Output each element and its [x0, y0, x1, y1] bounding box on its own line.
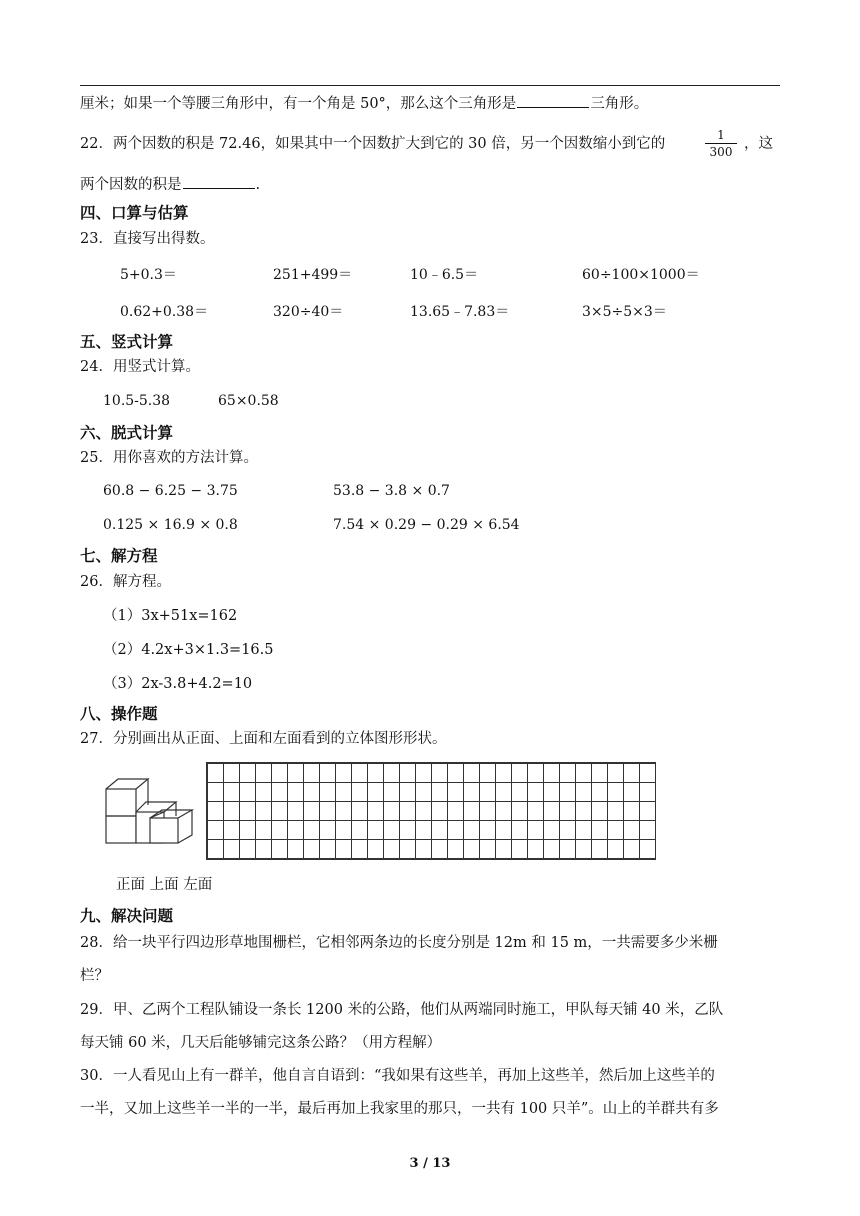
q23-item: 13.65﹣7.83＝	[410, 304, 510, 320]
q29-line1: 29．甲、乙两个工程队铺设一条长 1200 米的公路，他们从两端同时施工，甲队每天铺 40 米，乙队	[80, 1002, 724, 1018]
q23-item: 251+499＝	[273, 267, 353, 283]
q22-text-b: ，这	[744, 136, 773, 152]
q21-text-b: 三角形。	[590, 96, 649, 112]
q23-item: 3×5÷5×3＝	[582, 304, 667, 320]
section-heading-9: 九、解决问题	[80, 907, 174, 925]
q22-text-a: 22．两个因数的积是 72.46，如果其中一个因数扩大到它的 30 倍，另一个因数缩小到它的	[80, 136, 666, 152]
q27-prompt: 27．分别画出从正面、上面和左面看到的立体图形形状。	[80, 731, 447, 747]
q30-line2: 一半，又加上这些羊一半的一半，最后再加上我家里的那只，一共有 100 只羊”。山上的羊群共有多	[80, 1101, 719, 1117]
section-heading-8: 八、操作题	[80, 705, 158, 723]
answer-blank[interactable]	[517, 93, 589, 108]
header-rule	[80, 85, 780, 86]
q21-text-a: 厘米；如果一个等腰三角形中，有一个角是 50°，那么这个三角形是	[80, 96, 517, 112]
page-number: 3 / 13	[409, 1156, 451, 1171]
fraction	[705, 128, 737, 159]
q25-item: 0.125 × 16.9 × 0.8	[103, 517, 238, 533]
q26-prompt: 26．解方程。	[80, 574, 171, 590]
q26-item: （2）4.2x+3×1.3=16.5	[103, 642, 274, 658]
q26-item: （1）3x+51x=162	[103, 608, 238, 624]
cube-figure	[104, 775, 200, 845]
q24-item: 65×0.58	[218, 393, 279, 409]
q23-item: 320÷40＝	[273, 304, 344, 320]
q23-item: 0.62+0.38＝	[120, 304, 209, 320]
q30-line1: 30．一人看见山上有一群羊，他自言自语到：“我如果有这些羊，再加上这些羊，然后加上这些羊的	[80, 1068, 715, 1084]
q23-item: 5+0.3＝	[120, 267, 177, 283]
q22-text-d: .	[255, 177, 261, 193]
q21-continuation	[80, 93, 648, 114]
q24-item: 10.5-5.38	[103, 393, 171, 409]
q26-item: （3）2x-3.8+4.2=10	[103, 676, 253, 692]
fraction-numerator: 1	[717, 128, 725, 142]
q22-line2	[80, 174, 260, 195]
q27-view-labels: 正面 上面 左面	[116, 877, 213, 893]
section-heading-6: 六、脱式计算	[80, 424, 174, 442]
drawing-grid[interactable]	[206, 762, 656, 860]
q29-line2: 每天铺 60 米，几天后能够铺完这条公路？（用方程解）	[80, 1035, 442, 1051]
q22-text-c: 两个因数的积是	[80, 177, 182, 193]
q25-item: 7.54 × 0.29 − 0.29 × 6.54	[333, 517, 520, 533]
q25-item: 60.8 − 6.25 − 3.75	[103, 483, 238, 499]
q23-item: 10﹣6.5＝	[410, 267, 479, 283]
fraction-denominator: 300	[709, 145, 733, 159]
q28-line1: 28．给一块平行四边形草地围栅栏，它相邻两条边的长度分别是 12m 和 15 m，一共需要多少米栅	[80, 935, 718, 951]
section-heading-5: 五、竖式计算	[80, 333, 174, 351]
section-heading-4: 四、口算与估算	[80, 204, 189, 222]
q23-prompt: 23．直接写出得数。	[80, 231, 215, 247]
q23-item: 60÷100×1000＝	[582, 267, 700, 283]
q28-line2: 栏？	[80, 968, 109, 984]
q25-item: 53.8 − 3.8 × 0.7	[333, 483, 450, 499]
q25-prompt: 25．用你喜欢的方法计算。	[80, 450, 258, 466]
answer-blank[interactable]	[183, 174, 255, 189]
section-heading-7: 七、解方程	[80, 547, 158, 565]
q22-line1	[80, 134, 665, 154]
q24-prompt: 24．用竖式计算。	[80, 359, 200, 375]
